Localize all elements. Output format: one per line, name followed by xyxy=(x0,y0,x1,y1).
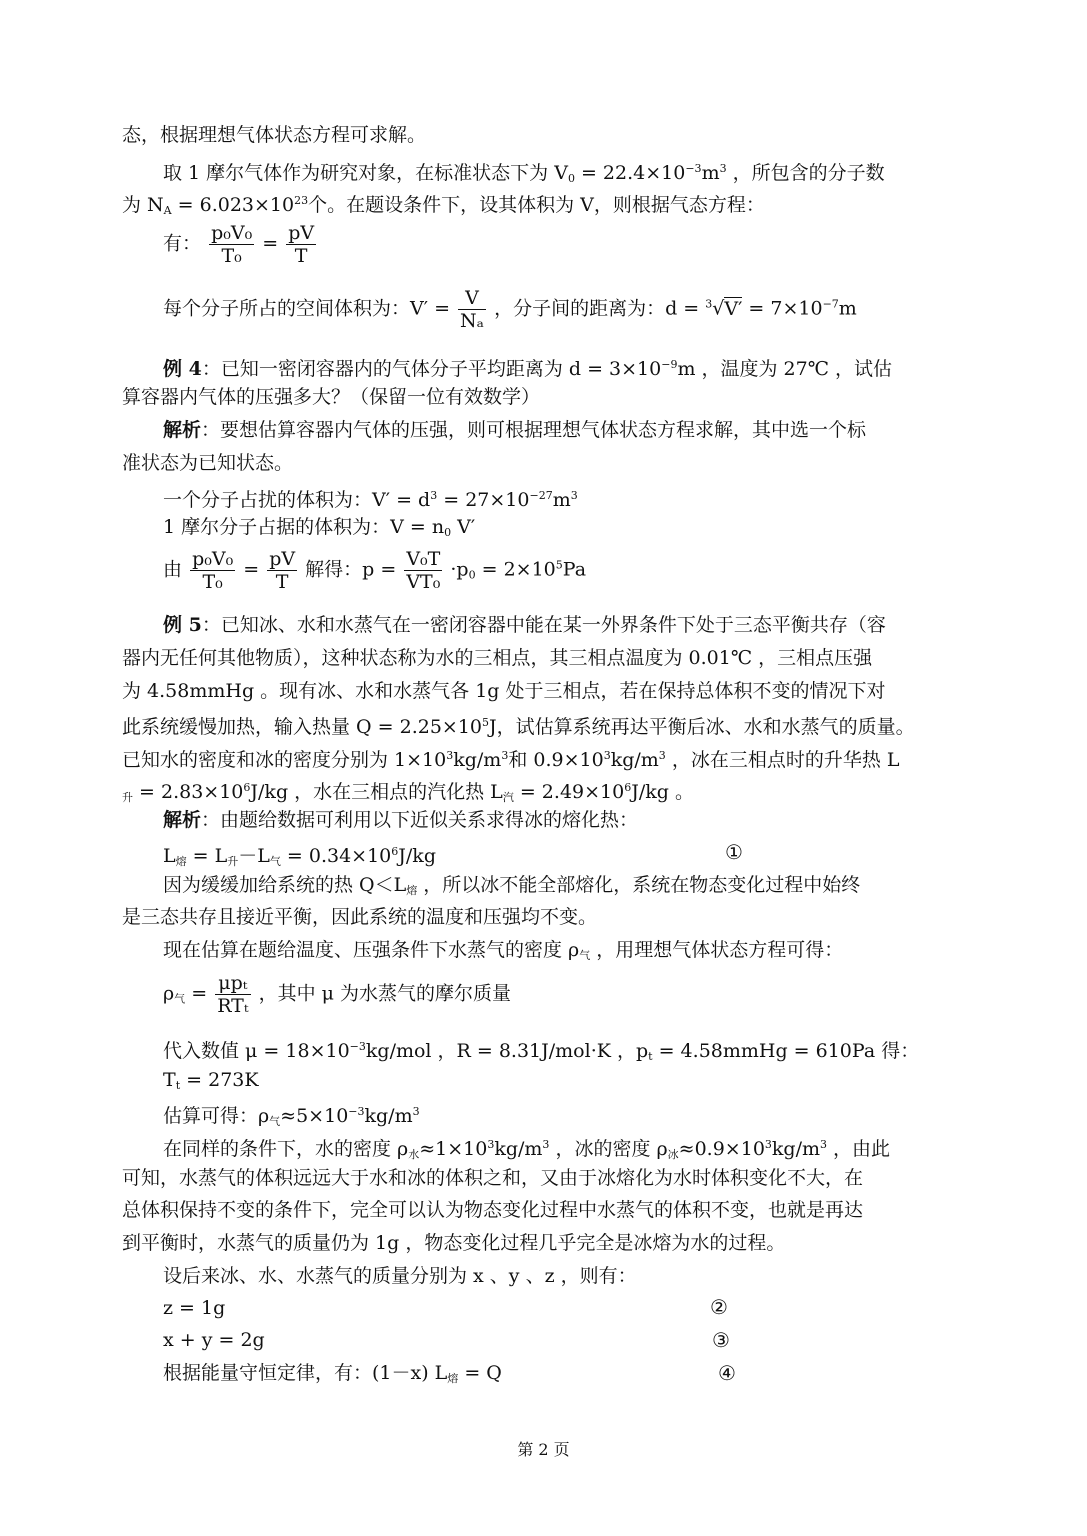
fraction xyxy=(286,222,316,267)
text: kg/m xyxy=(494,1138,543,1160)
superscript: 3 xyxy=(719,162,727,175)
text: ρ xyxy=(163,982,175,1005)
text: = 7×10 xyxy=(742,297,823,320)
equation-number: ② xyxy=(710,1295,728,1319)
denominator: Nₐ xyxy=(460,310,485,332)
text: kg/mol ，R = 8.31J/mol·K ，p xyxy=(365,1040,649,1062)
text: = xyxy=(185,982,208,1005)
superscript: −3 xyxy=(349,1040,366,1053)
text-line xyxy=(122,646,872,670)
text-line xyxy=(122,451,293,475)
subscript: 气 xyxy=(269,1115,281,1128)
text: 现在估算在题给温度、压强条件下水蒸气的密度 ρ xyxy=(163,939,580,961)
subscript: 升 xyxy=(227,855,239,868)
text: ：已知冰、水和水蒸气在一密闭容器中能在某一外界条件下处于三态平衡共存（容 xyxy=(201,614,886,636)
subscript: A xyxy=(163,204,172,217)
numerator: pV xyxy=(269,548,296,570)
superscript: −27 xyxy=(529,489,553,502)
equation-line xyxy=(163,840,436,874)
text: z = 1g xyxy=(163,1297,226,1319)
subscript: 冰 xyxy=(667,1148,679,1161)
denominator: T₀ xyxy=(202,571,223,593)
text: m xyxy=(838,297,857,320)
text: kg/m xyxy=(364,1105,413,1127)
text-line xyxy=(163,353,892,381)
text: m xyxy=(701,162,720,184)
text: J，试估算系统再达平衡后冰、水和水蒸气的质量。 xyxy=(489,716,915,738)
text: J/kg xyxy=(398,845,436,867)
text: 是三态共存且接近平衡，因此系统的温度和压强均不变。 xyxy=(122,906,598,928)
text-line xyxy=(163,1068,259,1098)
numerator: μpₜ xyxy=(215,972,250,995)
text: 取 1 摩尔气体作为研究对象，在标准状态下为 V xyxy=(163,162,568,184)
text: ，其中 μ 为水蒸气的摩尔质量 xyxy=(258,982,512,1005)
text: = Q xyxy=(458,1362,502,1384)
equation-line xyxy=(163,222,318,267)
superscript: 3 xyxy=(501,749,509,762)
subscript: 升 xyxy=(122,791,133,804)
superscript: 3 xyxy=(820,1138,827,1151)
text: ，所包含的分子数 xyxy=(726,162,885,184)
text-line xyxy=(163,157,885,191)
text: ，所以冰不能全部熔化，系统在物态变化过程中始终 xyxy=(417,874,861,896)
numerator: p₀V₀ xyxy=(211,222,253,244)
text: 每个分子所占的空间体积为：V′ = xyxy=(163,297,450,320)
denominator: T₀ xyxy=(221,245,242,267)
text: J/kg ，水在三相点的汽化热 L xyxy=(250,781,503,803)
text-line xyxy=(163,418,866,442)
text: m ，温度为 27℃ ，试估 xyxy=(677,358,893,380)
text: = 273K xyxy=(180,1069,259,1091)
text-line xyxy=(163,808,638,832)
text-line xyxy=(122,744,899,772)
text: 算容器内气体的压强多大？（保留一位有效数学） xyxy=(122,386,541,408)
equation-line xyxy=(163,548,586,593)
text: ，用理想气体状态方程可得： xyxy=(590,939,844,961)
equation-number: ③ xyxy=(712,1328,730,1352)
superscript: 3 xyxy=(570,489,578,502)
superscript: −9 xyxy=(661,358,678,371)
text: 准状态为已知状态。 xyxy=(122,452,294,474)
text-line xyxy=(163,1264,637,1288)
text: = 2.49×10 xyxy=(513,781,625,803)
text: 总体积保持不变的条件下，完全可以认为物态变化过程中水蒸气的体积不变，也就是再达 xyxy=(122,1199,864,1221)
subscript: 水 xyxy=(408,1148,420,1161)
text: 在同样的条件下，水的密度 ρ xyxy=(163,1138,409,1160)
fraction xyxy=(404,548,442,593)
fraction xyxy=(458,287,486,332)
text-line xyxy=(122,905,597,929)
subscript: 熔 xyxy=(447,1372,459,1385)
subscript: 0 xyxy=(444,526,452,539)
text-line xyxy=(122,711,915,739)
numerator: pV xyxy=(288,222,315,244)
superscript: −3 xyxy=(685,162,702,175)
text: x + y = 2g xyxy=(163,1329,265,1351)
text-line xyxy=(163,613,886,637)
text: ：要想估算容器内气体的压强，则可根据理想气体状态方程求解，其中选一个标 xyxy=(201,419,867,441)
text: ≈0.9×10 xyxy=(678,1138,765,1160)
denominator: VT₀ xyxy=(406,571,441,593)
text: V′ xyxy=(451,516,476,538)
subscript: 0 xyxy=(567,172,575,185)
text: 设后来冰、水、水蒸气的质量分别为 x 、y 、z ，则有： xyxy=(163,1265,637,1287)
page-number: 第 2 页 xyxy=(517,1440,570,1459)
text-line xyxy=(122,1166,863,1190)
numerator: p₀V₀ xyxy=(192,548,234,570)
text: Pa xyxy=(562,558,587,581)
text-line xyxy=(122,679,885,703)
fraction xyxy=(209,222,254,267)
text-line xyxy=(122,123,426,147)
radical-sign: √ xyxy=(712,297,725,320)
text: 有： xyxy=(163,232,202,255)
subscript: t xyxy=(175,1079,181,1092)
text: 个。在题设条件下，设其体积为 V，则根据气态方程： xyxy=(308,194,765,216)
text: －L xyxy=(238,845,270,867)
superscript: 6 xyxy=(243,781,251,794)
text-line xyxy=(163,515,475,545)
text: ：已知一密闭容器内的气体分子平均距离为 d = 3×10 xyxy=(201,358,662,380)
text: 态，根据理想气体状态方程可求解。 xyxy=(122,124,427,146)
superscript: 3 xyxy=(430,489,438,502)
text: L xyxy=(163,845,176,867)
text: kg/m xyxy=(771,1138,820,1160)
superscript: 5 xyxy=(482,716,490,729)
numerator: V xyxy=(458,287,486,310)
text: 到平衡时，水蒸气的质量仍为 1g ，物态变化过程几乎完全是冰熔为水的过程。 xyxy=(122,1232,786,1254)
text-line xyxy=(163,873,860,903)
text: 和 0.9×10 xyxy=(508,749,604,771)
denominator: T xyxy=(275,571,289,593)
denominator: T xyxy=(294,245,308,267)
subscript: 气 xyxy=(579,949,591,962)
equation-line xyxy=(163,1328,265,1352)
subscript: 熔 xyxy=(175,855,187,868)
fraction xyxy=(267,548,297,593)
subscript: 0 xyxy=(468,568,476,582)
equation-line xyxy=(163,1296,225,1320)
text: = 2.83×10 xyxy=(133,781,244,803)
superscript: 3 xyxy=(658,749,666,762)
text-line xyxy=(163,1035,919,1069)
text-line xyxy=(122,1231,785,1255)
root-index: 3 xyxy=(705,297,713,311)
text: ，冰在三相点时的升华热 L xyxy=(665,749,900,771)
equation-number: ④ xyxy=(718,1361,736,1385)
text: ·p xyxy=(450,558,469,581)
example-label: 例 4 xyxy=(163,358,202,380)
text-line xyxy=(163,484,578,512)
subscript: 熔 xyxy=(406,884,418,897)
superscript: 3 xyxy=(446,749,454,762)
text: = 0.34×10 xyxy=(280,845,392,867)
text: ，冰的密度 ρ xyxy=(549,1138,668,1160)
superscript: 6 xyxy=(391,845,399,858)
text: kg/m xyxy=(453,749,502,771)
text-line xyxy=(122,189,765,223)
fraction xyxy=(215,972,250,1017)
text: 为 4.58mmHg 。现有冰、水和水蒸气各 1g 处于三相点，若在保持总体积不变的情况下对 xyxy=(122,680,886,702)
superscript: 6 xyxy=(624,781,632,794)
fraction xyxy=(190,548,235,593)
text: ≈5×10 xyxy=(280,1105,349,1127)
equation-number: ① xyxy=(725,840,743,864)
superscript: 23 xyxy=(294,194,309,207)
equation-line xyxy=(163,972,511,1017)
analysis-label: 解析 xyxy=(163,419,202,441)
text: ，分子间的距离为：d = xyxy=(494,297,706,320)
text: = 6.023×10 xyxy=(171,194,295,216)
superscript: −7 xyxy=(822,297,839,311)
text: 已知水的密度和冰的密度分别为 1×10 xyxy=(122,749,447,771)
text: 因为缓缓加给系统的热 Q＜L xyxy=(163,874,407,896)
text: ：由题给数据可利用以下近似关系求得冰的熔化热： xyxy=(201,809,639,831)
text-line xyxy=(122,1198,863,1222)
example-label: 例 5 xyxy=(163,614,202,636)
subscript: 气 xyxy=(174,992,186,1006)
superscript: 3 xyxy=(603,749,611,762)
denominator: RTₜ xyxy=(217,995,249,1017)
superscript: −3 xyxy=(348,1105,365,1118)
text: 此系统缓慢加热，输入热量 Q = 2.25×10 xyxy=(122,716,483,738)
text-line xyxy=(122,776,694,810)
text: 器内无任何其他物质），这种状态称为水的三相点，其三相点温度为 0.01℃ ，三相点压强 xyxy=(122,647,873,669)
text: = 27×10 xyxy=(437,489,530,511)
text: kg/m xyxy=(610,749,659,771)
text: = 4.58mmHg = 610Pa 得： xyxy=(652,1040,920,1062)
text-line xyxy=(122,385,540,409)
text: 可知，水蒸气的体积远远大于水和冰的体积之和，又由于冰熔化为水时体积变化不大，在 xyxy=(122,1167,864,1189)
text: 1 摩尔分子占据的体积为：V = n xyxy=(163,516,445,538)
subscript: 气 xyxy=(269,855,281,868)
text-line xyxy=(163,1133,890,1167)
analysis-label: 解析 xyxy=(163,809,202,831)
superscript: 3 xyxy=(542,1138,550,1151)
numerator: V₀T xyxy=(406,548,441,570)
text: T xyxy=(163,1069,176,1091)
superscript: 5 xyxy=(555,558,563,572)
superscript: 3 xyxy=(764,1138,772,1151)
text: = 2×10 xyxy=(475,558,556,581)
text: ≈1×10 xyxy=(419,1138,488,1160)
equals-sign: = xyxy=(243,558,260,581)
superscript: 3 xyxy=(487,1138,495,1151)
superscript: 3 xyxy=(412,1105,420,1118)
text: 根据能量守恒定律，有：(1－x) L xyxy=(163,1362,448,1384)
text: 估算可得：ρ xyxy=(163,1105,270,1127)
text: ，由此 xyxy=(827,1138,891,1160)
subscript: t xyxy=(648,1050,653,1063)
text: 由 xyxy=(163,558,183,581)
radicand: V′ xyxy=(724,297,743,320)
text: 一个分子占扰的体积为：V′ = d xyxy=(163,489,431,511)
text: 代入数值 μ = 18×10 xyxy=(163,1040,350,1062)
text-line xyxy=(163,1100,420,1134)
text: 解得：p = xyxy=(305,558,397,581)
text-line xyxy=(163,938,843,968)
text: m xyxy=(552,489,571,511)
subscript: 汽 xyxy=(502,791,514,804)
text: J/kg 。 xyxy=(631,781,694,803)
text: = 22.4×10 xyxy=(574,162,686,184)
equals-sign: = xyxy=(262,232,279,255)
text: 为 N xyxy=(122,194,164,216)
equation-line xyxy=(163,287,857,332)
equation-line xyxy=(163,1361,502,1391)
text: = L xyxy=(186,845,228,867)
